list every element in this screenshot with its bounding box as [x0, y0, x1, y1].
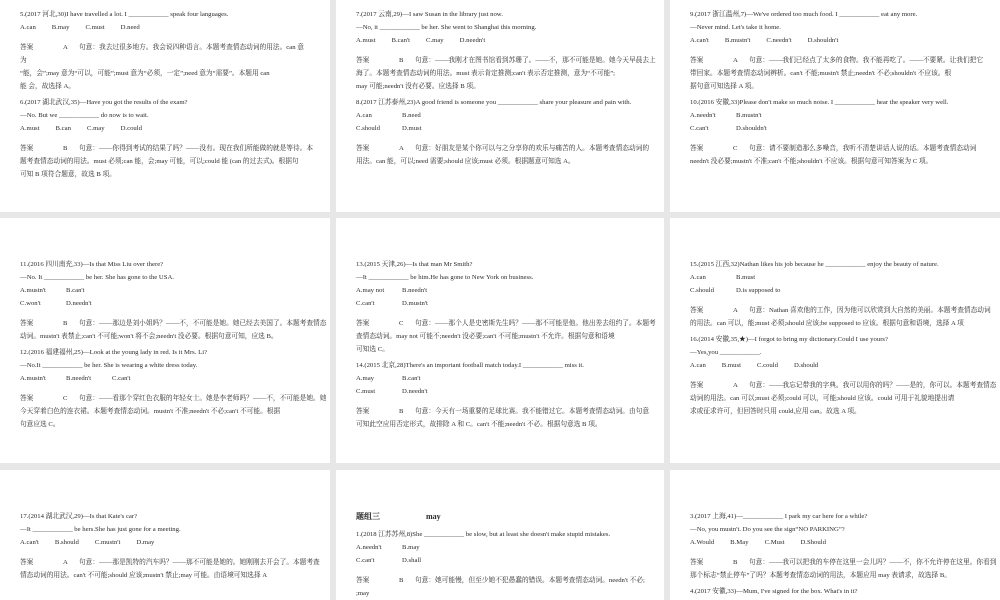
options-row [690, 284, 992, 297]
option-choice: C.must [85, 24, 105, 31]
option-choice: D.need [120, 24, 140, 31]
answer-block [690, 304, 992, 330]
option-choice: D.shall [402, 557, 422, 564]
answer-explanation: 句意：——我刚才在图书馆看到苏珊了。——不，那不可能是她。她今天早晨去上 [415, 57, 656, 64]
answer-explanation: 能 会，故选择 A。 [20, 83, 75, 90]
question-text: —No, you mustn't. Do you see the sign“NO PARKING”? [690, 526, 845, 533]
answer-label: 答案 [690, 559, 704, 566]
option-choice: C.won't [20, 300, 41, 307]
answer-letter: A [733, 307, 738, 314]
question-text: —Yes,you ____________. [690, 349, 762, 356]
answer-header [20, 556, 322, 569]
answer-explanation: 海了。本题考查情态动词的用法。must 表示肯定推测;can't 表示否定推测，意为“不可能”; [356, 70, 616, 77]
answer-explanation: 动词。mustn't 表禁止;can't 不可能;won't 将不会;needn't 没必要。根据句意可知，应选 B。 [20, 333, 278, 340]
option-choice: C.could [756, 362, 778, 369]
answer-letter: C [399, 320, 404, 327]
question-text: 16.(2014 安徽,35,★)—I forgot to bring my dictionary.Could I use yours? [690, 336, 888, 343]
section-title: 题组三 [356, 512, 380, 521]
question-text: 8.(2017 江苏泰州,23)A good friend is someone you ____________ share your pleasure and pain with. [356, 99, 632, 106]
answer-explanation: 动词的用法。can 可以;must 必须;could 可以，可能;should 应该。could 可用于礼貌地提出请 [690, 395, 955, 402]
option-choice: C.needn't [766, 37, 792, 44]
answer-label: 答案 [20, 559, 34, 566]
answer-explanation: 题考查情态动词的用法。must 必须;can 能，会;may 可能，可以;could 能 (can 的过去式)。根据句 [20, 158, 299, 165]
question-text: 13.(2015 天津,26)—Is that man Mr Smith? [356, 261, 473, 268]
answer-letter: A [733, 57, 738, 64]
answer-block [356, 142, 656, 168]
page-tile [0, 0, 330, 212]
options-row [20, 122, 322, 135]
options-row [20, 297, 322, 310]
option-choice: B.mustn't [724, 37, 751, 44]
question-item [20, 510, 322, 536]
answer-explanation: 为 [20, 57, 27, 64]
answer-header [20, 392, 327, 405]
option-choice: D.mustn't [402, 300, 428, 307]
question-text: 7.(2017 云南,29)—I saw Susan in the library just now. [356, 11, 503, 18]
option-choice: C.may [86, 125, 105, 132]
option-choice: A.can [690, 362, 706, 369]
question-item [690, 585, 992, 598]
question-item [356, 359, 656, 372]
answer-options [690, 271, 992, 297]
option-choice: D.shouldn't [736, 125, 767, 132]
option-choice: D.needn't [459, 37, 486, 44]
options-row [20, 536, 322, 549]
question-text: 9.(2017 浙江温州,7)—We've ordered too much food. I ____________ eat any more. [690, 11, 918, 18]
question-text: —No. It ____________ be her. She has gone to the USA. [20, 274, 174, 281]
option-choice: C.can't [356, 300, 375, 307]
options-row [690, 122, 992, 135]
options-row [690, 359, 992, 372]
answer-options [690, 34, 992, 47]
answer-label: 答案 [20, 395, 34, 402]
question-text: —Never mind. Let's take it home. [690, 24, 781, 31]
answer-explanation: 那个标志“禁止停车”了吗？本题考查情态动词的用法，本题应用 may 表请求，故选择 B。 [690, 572, 951, 579]
option-choice: A.needn't [356, 544, 382, 551]
answer-label: 答案 [20, 145, 34, 152]
page-tile [336, 218, 664, 463]
answer-explanation: 求或征求许可，但回答时只用 could,应用 can。故选 A 项。 [690, 408, 861, 415]
options-row [356, 372, 656, 385]
answer-header [20, 142, 322, 155]
answer-letter: B [399, 408, 404, 415]
answer-block [20, 556, 322, 582]
option-choice: D.Should [800, 539, 826, 546]
answer-options [20, 21, 322, 34]
option-choice: B.can't [391, 37, 410, 44]
answer-block [690, 142, 992, 168]
answer-options [356, 541, 656, 567]
question-text: 4.(2017 安徽,33)—Mum, I've signed for the box. What's in it? [690, 588, 858, 595]
question-item [356, 8, 656, 34]
question-item [356, 96, 656, 109]
answer-options [690, 536, 992, 549]
answer-block [690, 379, 997, 418]
option-choice: A.can't [690, 37, 709, 44]
answer-header [356, 54, 656, 67]
question-text: 6.(2017 湖北武汉,35)—Have you got the results of the exam? [20, 99, 188, 106]
option-choice: B.needn't [66, 375, 92, 382]
answer-label: 答案 [356, 145, 370, 152]
option-choice: B.need [402, 112, 421, 119]
answer-label: 答案 [356, 577, 370, 584]
answer-block [356, 405, 656, 431]
answer-header [356, 317, 656, 330]
question-text: —No.It ____________ be her. She is wearing a white dress today. [20, 362, 198, 369]
option-choice: A.may not [356, 287, 385, 294]
answer-explanation: 今天穿着白色的连衣裙。本题考查情态动词。mustn't 不准;needn't 不必;can't 不可能。根据 [20, 408, 281, 415]
answer-header [356, 405, 656, 418]
question-text: 11.(2016 四川南充,33)—Is that Miss Liu over there? [20, 261, 164, 268]
answer-explanation: ;may [356, 590, 370, 597]
option-choice: D.is supposed to [736, 287, 781, 294]
answer-block [356, 317, 656, 356]
option-choice: A.can [20, 24, 36, 31]
answer-header [20, 41, 322, 54]
answer-letter: A [63, 559, 68, 566]
question-text: 17.(2014 湖北武汉,29)—Is that Kate's car? [20, 513, 138, 520]
option-choice: B.can't [402, 375, 421, 382]
option-choice: D.may [136, 539, 155, 546]
options-row [356, 109, 656, 122]
section-heading [356, 510, 656, 524]
question-item [20, 346, 322, 372]
answer-options [20, 536, 322, 549]
answer-explanation: 用法。can 能，可以;need 需要;should 应该;must 必须。根据题意可知选 A。 [356, 158, 575, 165]
answer-options [356, 109, 656, 135]
question-text: —No. But we ____________ do now is to wait. [20, 112, 149, 119]
option-choice: C.may [426, 37, 444, 44]
section-topic: may [426, 512, 441, 521]
option-choice: A.must [356, 37, 376, 44]
answer-header [690, 142, 992, 155]
answer-header [690, 379, 997, 392]
options-row [356, 541, 656, 554]
answer-header [356, 574, 656, 587]
answer-letter: A [733, 382, 738, 389]
answer-block [356, 574, 656, 600]
answer-explanation: “能，会”;may 意为“可以，可能”;must 意为“必须，一定”;need 意为“需要”。本题用 can [20, 70, 270, 77]
option-choice: C.can't [112, 375, 131, 382]
option-choice: A.needn't [690, 112, 716, 119]
option-choice: D.must [402, 125, 422, 132]
options-row [690, 271, 992, 284]
option-choice: B.must [721, 362, 741, 369]
question-text: —It ____________ be him.He has gone to New York on business. [356, 274, 534, 281]
answer-header [20, 317, 327, 330]
answer-block [20, 392, 327, 431]
option-choice: B.May [730, 539, 749, 546]
question-text: 10.(2016 安徽,33)Please don't make so much noise. I ____________ hear the speaker very well. [690, 99, 949, 106]
question-item [690, 510, 992, 536]
answer-header [356, 142, 656, 155]
answer-options [690, 109, 992, 135]
answer-block [356, 54, 656, 93]
answer-label: 答案 [356, 408, 370, 415]
options-row [356, 34, 656, 47]
answer-explanation: 句意：——我忘记带我的字典。我可以用你的吗？——是的，你可以。本题考查情态 [749, 382, 997, 389]
options-row [20, 372, 322, 385]
answer-letter: A [399, 145, 404, 152]
answer-block [690, 556, 997, 582]
answer-header [690, 304, 992, 317]
option-choice: A.mustn't [20, 375, 46, 382]
answer-letter: B [733, 559, 738, 566]
options-row [356, 284, 656, 297]
answer-explanation: 句意：——你得到考试的结果了吗？——没有。现在我们所能做的就是等待。本 [79, 145, 314, 152]
page-tile [0, 470, 330, 600]
answer-explanation: 句意：——那个人是史密斯先生吗？——那不可能是他。他出差去纽约了。本题考 [415, 320, 656, 327]
question-item [20, 258, 322, 284]
page-tile [0, 218, 330, 463]
answer-header [690, 54, 992, 67]
options-row [690, 536, 992, 549]
answer-header [690, 556, 997, 569]
question-text: —No, it ____________ be her. She went to Shanghai this morning. [356, 24, 537, 31]
question-text: 15.(2015 江西,32)Nathan likes his job because he ____________ enjoy the beauty of nature. [690, 261, 939, 268]
answer-explanation: 句意：我去过很多地方。我会说四种语言。本题考查情态动词的用法。can 意 [79, 44, 304, 51]
answer-letter: B [399, 577, 404, 584]
answer-explanation: 据句意可知选择 A 项。 [690, 83, 758, 90]
options-row [690, 109, 992, 122]
answer-explanation: 句意应选 C。 [20, 421, 60, 428]
option-choice: D.should [793, 362, 819, 369]
answer-label: 答案 [356, 320, 370, 327]
option-choice: B.must [736, 274, 756, 281]
question-item [690, 96, 992, 109]
question-text: 12.(2016 福建福州,25)—Look at the young lady in red. Is it Mrs. Li? [20, 349, 208, 356]
option-choice: A.can [356, 112, 372, 119]
question-text: 14.(2015 北京,28)There's an important football match today.I ____________ miss it. [356, 362, 584, 369]
answer-label: 答案 [690, 145, 704, 152]
page-tile [336, 0, 664, 212]
answer-block [20, 317, 327, 343]
option-choice: B.can [55, 125, 71, 132]
option-choice: A.can [690, 274, 706, 281]
options-row [356, 122, 656, 135]
answer-explanation: 句意：她可能慢，但至少她不犯愚蠢的错误。本题考查情态动词。needn't 不必; [415, 577, 645, 584]
question-text: 5.(2017 河北,30)I have travelled a lot. I ____________ speak four languages. [20, 11, 229, 18]
answer-letter: C [63, 395, 68, 402]
answer-explanation: 可知选 C。 [356, 346, 389, 353]
answer-letter: C [733, 145, 738, 152]
option-choice: B.needn't [402, 287, 428, 294]
option-choice: B.can't [66, 287, 85, 294]
option-choice: A.Would [690, 539, 715, 546]
answer-block [20, 41, 322, 93]
option-choice: C.should [356, 125, 380, 132]
answer-label: 答案 [690, 307, 704, 314]
option-choice: B.may [51, 24, 70, 31]
answer-label: 答案 [690, 57, 704, 64]
answer-explanation: 情态动词的用法。can't 不可能;should 应该;mustn't 禁止;may 可能。由语境可知选择 A [20, 572, 268, 579]
page-tile [670, 470, 1000, 600]
answer-block [20, 142, 322, 181]
option-choice: D.could [120, 125, 142, 132]
answer-label: 答案 [20, 320, 34, 327]
page-tile [670, 0, 1000, 212]
option-choice: B.may [402, 544, 420, 551]
question-item [690, 333, 992, 359]
option-choice: C.must [356, 388, 376, 395]
answer-options [20, 284, 322, 310]
question-text: —It ____________ be hers.She has just gone for a meeting. [20, 526, 181, 533]
option-choice: C.can't [356, 557, 375, 564]
answer-label: 答案 [690, 382, 704, 389]
option-choice: A.can't [20, 539, 39, 546]
options-row [20, 284, 322, 297]
option-choice: A.mustn't [20, 287, 46, 294]
option-choice: C.can't [690, 125, 709, 132]
options-row [356, 297, 656, 310]
answer-explanation: 查情态动词。may not 可能不;needn't 没必要;can't 不可能;mustn't 不允许。根据句意和语境 [356, 333, 615, 340]
answer-explanation: 可知此空应用否定形式，故排除 A 和 C。can't 不能;needn't 不必。根据句意选 B 项。 [356, 421, 602, 428]
answer-block [690, 54, 992, 93]
answer-explanation: 句意：——我们已经点了太多的食物。我不能再吃了。——不要紧。让我们把它 [749, 57, 984, 64]
option-choice: D.shouldn't [807, 37, 839, 44]
page-tile [336, 470, 664, 600]
question-item [20, 96, 322, 122]
answer-options [356, 34, 656, 47]
answer-letter: B [63, 145, 68, 152]
answer-explanation: 句意：——我可以把我的车停在这里一会儿吗？——不，你不允许停在这里。你看到 [749, 559, 997, 566]
answer-options [20, 122, 322, 135]
options-row [356, 554, 656, 567]
options-row [20, 21, 322, 34]
option-choice: D.needn't [402, 388, 428, 395]
answer-explanation: may 可能;needn't 没有必要。应选择 B 项。 [356, 83, 480, 90]
answer-options [690, 359, 992, 372]
page-tile [670, 218, 1000, 463]
answer-explanation: 句意：今天有一场重要的足球比赛。我不能错过它。本题考查情态动词。由句意 [415, 408, 650, 415]
option-choice: A.may [356, 375, 375, 382]
option-choice: C.should [690, 287, 714, 294]
answer-options [356, 372, 656, 398]
answer-explanation: 句意：——那是凯特的汽车吗？——那不可能是她的。她刚刚去开会了。本题考查 [79, 559, 320, 566]
option-choice: B.should [54, 539, 79, 546]
question-item [356, 528, 656, 541]
answer-explanation: 可知 B 项符合题意，故选 B 项。 [20, 171, 116, 178]
options-row [690, 34, 992, 47]
option-choice: B.mustn't [736, 112, 762, 119]
question-item [690, 8, 992, 34]
answer-explanation: 句意：请不要制造那么多噪音，我听不清楚讲话人说的话。本题考查情态动词 [749, 145, 977, 152]
option-choice: A.must [20, 125, 40, 132]
option-choice: C.mustn't [94, 539, 121, 546]
question-item [356, 258, 656, 284]
answer-options [356, 284, 656, 310]
answer-letter: A [63, 44, 68, 51]
option-choice: C.Must [764, 539, 785, 546]
answer-explanation: 句意：Nathan 喜欢他的工作，因为他可以欣赏到大自然的美丽。本题考查情态动词 [749, 307, 991, 314]
option-choice: D.needn't [66, 300, 92, 307]
question-item [20, 8, 322, 21]
answer-explanation: needn't 没必要;mustn't 不准;can't 不能;shouldn't 不应该。根据句意可知答案为 C 项。 [690, 158, 933, 165]
question-item [690, 258, 992, 271]
answer-label: 答案 [356, 57, 370, 64]
answer-options [20, 372, 322, 385]
answer-explanation: 带回家。本题考查情态动词辨析。can't 不能;mustn't 禁止;needn't 不必;shouldn't 不应该。根 [690, 70, 952, 77]
question-text: 3.(2017 上海,41)—____________ I park my car here for a while? [690, 513, 868, 520]
question-text: 1.(2018 江苏苏州,8)She ____________ be slow, but at least she doesn't make stupid mistakes. [356, 531, 611, 538]
answer-explanation: 句意：——那边是刘小姐吗？——不，不可能是她。她已经去美国了。本题考查情态 [79, 320, 327, 327]
answer-explanation: 的用法。can 可以，能;must 必须;should 应该;be supposed to 应该。根据句意和语境，选择 A 项 [690, 320, 964, 327]
answer-letter: B [63, 320, 68, 327]
answer-explanation: 句意：好朋友是某个你可以与之分享你的欢乐与痛苦的人。本题考查情态动词的 [415, 145, 650, 152]
answer-letter: B [399, 57, 404, 64]
answer-explanation: 句意：——看那个穿红色衣服的年轻女士。她是李老师吗？——不，不可能是她。她 [79, 395, 327, 402]
answer-label: 答案 [20, 44, 34, 51]
options-row [356, 385, 656, 398]
